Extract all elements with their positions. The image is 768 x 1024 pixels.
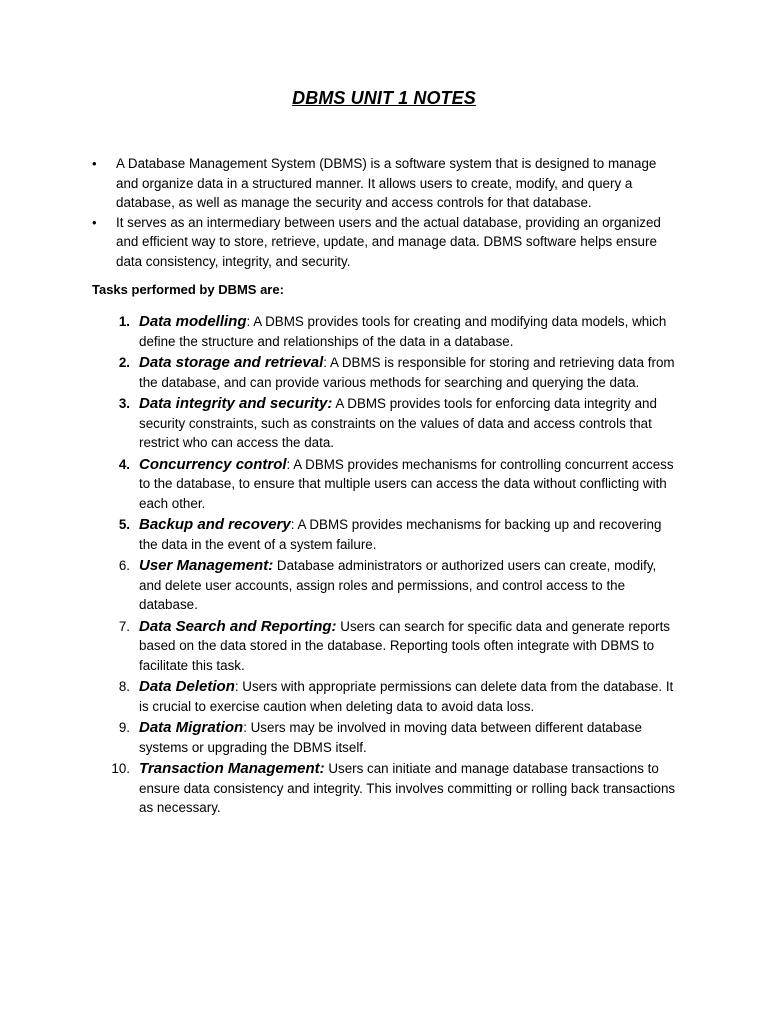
- task-number: 10.: [111, 761, 130, 776]
- task-term: Data Deletion: [139, 678, 235, 695]
- task-description: : A DBMS provides mechanisms for backing up and recovering the data in the event of a system failure.: [139, 517, 662, 552]
- task-term: User Management:: [139, 557, 274, 574]
- task-term: Data storage and retrieval: [139, 354, 324, 371]
- intro-text: A Database Management System (DBMS) is a software system that is designed to manage and organize data in a structured manner. It allows users to create, modify, and query a database, as well as manage the security and access controls for that database.: [116, 156, 657, 210]
- task-number: 4.: [118, 456, 130, 472]
- task-description: : A DBMS provides tools for creating and modifying data models, which define the structure and relationships of the data in a database.: [139, 314, 667, 349]
- bullet-icon: •: [92, 156, 97, 171]
- task-number: 6.: [118, 558, 130, 573]
- task-number: 9.: [118, 720, 130, 735]
- task-term: Data Migration: [139, 719, 244, 736]
- task-term: Data integrity and security:: [139, 395, 333, 412]
- task-item: [92, 677, 682, 716]
- task-number: 1.: [118, 314, 130, 329]
- intro-bullet-list: [92, 154, 682, 271]
- task-description: A DBMS provides tools for enforcing data integrity and security constraints, such as constraints on the values of data and access controls that restrict who can access the data.: [139, 396, 657, 450]
- task-number: 3.: [118, 396, 130, 411]
- task-item: [92, 759, 682, 818]
- task-description: : Users may be involved in moving data between different database systems or upgrading the DBMS itself.: [139, 720, 642, 755]
- task-description: Users can initiate and manage database transactions to ensure data consistency and integrity. This involves committing or rolling back transactions as necessary.: [139, 761, 676, 815]
- tasks-heading: Tasks performed by DBMS are:: [92, 282, 284, 297]
- intro-item: [92, 213, 682, 272]
- task-item: [92, 353, 682, 392]
- intro-item: [92, 154, 682, 213]
- task-item: [92, 455, 682, 514]
- task-term: Data Search and Reporting:: [139, 617, 337, 635]
- task-item: [92, 312, 682, 351]
- task-term: Concurrency control: [139, 455, 287, 473]
- task-item: [92, 515, 682, 554]
- task-description: : A DBMS is responsible for storing and retrieving data from the database, and can provide various methods for searching and querying the data.: [139, 355, 675, 390]
- task-term: Transaction Management:: [139, 760, 325, 777]
- task-item: [92, 394, 682, 453]
- task-number: 2.: [118, 355, 130, 370]
- task-description: : A DBMS provides mechanisms for controlling concurrent access to the database, to ensure that multiple users can access the data without conflicting with each other.: [139, 456, 674, 511]
- task-description: : Users with appropriate permissions can delete data from the database. It is crucial to exercise caution when deleting data to avoid data loss.: [139, 679, 674, 714]
- task-number: 8.: [118, 679, 130, 694]
- task-description: Database administrators or authorized users can create, modify, and delete user accounts, assign roles and permissions, and control access to the database.: [139, 558, 657, 612]
- task-item: [92, 718, 682, 757]
- task-item: [92, 556, 682, 615]
- task-term: Data modelling: [139, 313, 247, 330]
- task-number: 5.: [118, 517, 130, 532]
- task-description: Users can search for specific data and generate reports based on the data stored in the database. Reporting tools often integrate with DBMS to facilitate this task.: [139, 618, 670, 673]
- task-item: [92, 617, 682, 676]
- intro-text: It serves as an intermediary between users and the actual database, providing an organized and efficient way to store, retrieve, update, and manage data. DBMS software helps ensure data consistency, integrity, and security.: [116, 214, 661, 269]
- page-title: DBMS UNIT 1 NOTES: [292, 88, 476, 108]
- bullet-icon: •: [92, 214, 97, 230]
- tasks-numbered-list: [92, 312, 682, 820]
- task-number: 7.: [118, 618, 130, 634]
- task-term: Backup and recovery: [139, 516, 291, 533]
